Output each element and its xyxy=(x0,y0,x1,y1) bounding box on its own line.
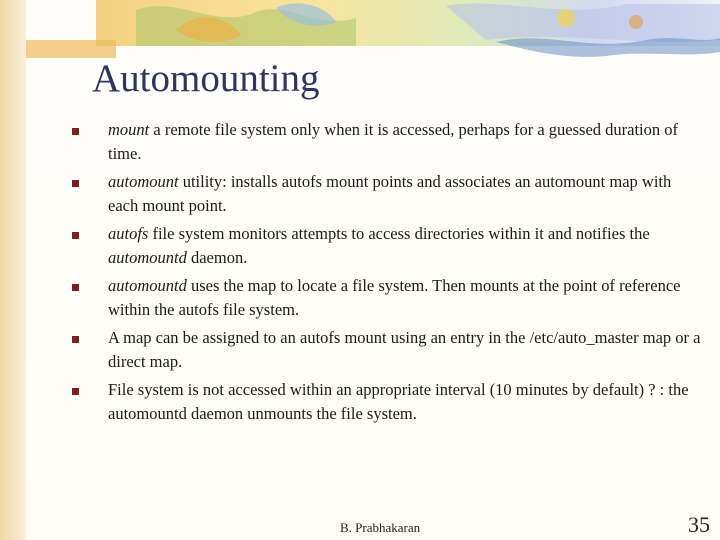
list-item xyxy=(72,274,702,322)
decorative-banner xyxy=(26,0,720,62)
square-bullet-icon xyxy=(72,128,79,135)
list-item xyxy=(72,118,702,166)
term: automountd xyxy=(108,276,187,295)
list-item xyxy=(72,170,702,218)
term: autofs xyxy=(108,224,149,243)
square-bullet-icon xyxy=(72,232,79,239)
footer-author: B. Prabhakaran xyxy=(340,520,421,535)
page-number: 35 xyxy=(688,512,710,537)
bullet-text: uses the map to locate a file system. Then mounts at the point of reference within the autofs file system. xyxy=(108,276,681,319)
bullet-text: file system monitors attempts to access directories within it and notifies the xyxy=(148,224,650,243)
term: mount xyxy=(108,120,150,139)
bullet-list xyxy=(72,118,702,430)
bullet-text: File system is not accessed within an appropriate interval (10 minutes by default) ? : the automountd daemon unmounts the file system. xyxy=(108,380,689,423)
square-bullet-icon xyxy=(72,180,79,187)
term: automountd xyxy=(108,248,187,267)
square-bullet-icon xyxy=(72,388,79,395)
list-item xyxy=(72,378,702,426)
square-bullet-icon xyxy=(72,284,79,291)
bullet-text: daemon. xyxy=(186,248,248,267)
square-bullet-icon xyxy=(72,336,79,343)
term: automount xyxy=(108,172,179,191)
bullet-text: utility: installs autofs mount points and associates an automount map with each mount point. xyxy=(108,172,672,215)
list-item xyxy=(72,222,702,270)
bullet-text: a remote file system only when it is accessed, perhaps for a guessed duration of time. xyxy=(108,120,679,163)
list-item xyxy=(72,326,702,374)
left-decorative-band xyxy=(0,0,26,540)
slide-title: Automounting xyxy=(92,57,320,100)
bullet-text: A map can be assigned to an autofs mount using an entry in the /etc/auto_master map or a direct map. xyxy=(108,328,701,371)
